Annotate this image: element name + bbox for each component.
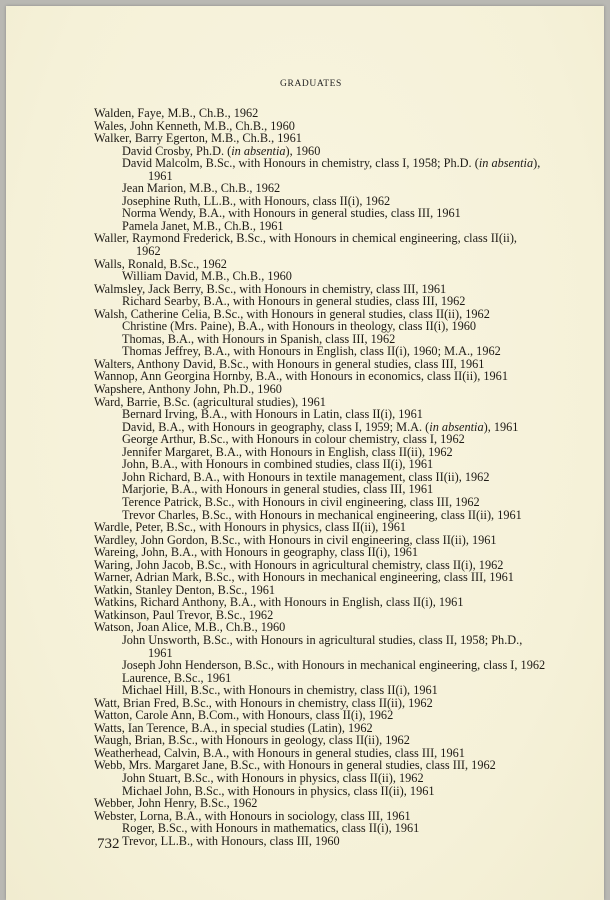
entry-text: David, B.A., with Honours in geography, class I, 1959; M.A. (in absentia), 1961 (122, 419, 519, 434)
entry-text: John Unsworth, B.Sc., with Honours in agricultural studies, class II, 1958; Ph.D., (122, 632, 523, 647)
entry-text: Trevor Charles, B.Sc., with Honours in mechanical engineering, class II(ii), 1961 (122, 507, 522, 522)
entry-text: Thomas Jeffrey, B.A., with Honours in English, class II(i), 1960; M.A., 1962 (122, 344, 501, 359)
page-number: 732 (97, 836, 120, 852)
entry-text: Roger, B.Sc., with Honours in mathematics, class II(i), 1961 (122, 821, 420, 836)
entry-text: Ward, Barrie, B.Sc. (agricultural studies), 1961 (94, 394, 326, 409)
entry-text: Terence Patrick, B.Sc., with Honours in civil engineering, class III, 1962 (122, 494, 480, 509)
sub-entry (94, 835, 564, 848)
entry-text: Trevor, LL.B., with Honours, class III, 1960 (122, 833, 340, 848)
entry-text: Wales, John Kenneth, M.B., Ch.B., 1960 (94, 118, 295, 133)
entry-text: John Stuart, B.Sc., with Honours in physics, class II(ii), 1962 (122, 770, 424, 785)
entry-text: Watts, Ian Terence, B.A., in special studies (Latin), 1962 (94, 720, 373, 735)
sub-entry (94, 157, 564, 182)
entry-text: Watton, Carole Ann, B.Com., with Honours, class II(i), 1962 (94, 708, 394, 723)
entry-text: Richard Searby, B.A., with Honours in general studies, class III, 1962 (122, 294, 466, 309)
entry-text: Michael John, B.Sc., with Honours in physics, class II(ii), 1961 (122, 783, 435, 798)
entry-text: Pamela Janet, M.B., Ch.B., 1961 (122, 218, 284, 233)
entry-text: Wareing, John, B.A., with Honours in geography, class II(i), 1961 (94, 545, 419, 560)
entry-text: Walters, Anthony David, B.Sc., with Honours in general studies, class III, 1961 (94, 356, 485, 371)
entry-text: Watkinson, Paul Trevor, B.Sc., 1962 (94, 607, 274, 622)
entry-text: Waller, Raymond Frederick, B.Sc., with Honours in chemical engineering, class II(ii), (94, 231, 517, 246)
entry-text: Bernard Irving, B.A., with Honours in Latin, class II(i), 1961 (122, 407, 423, 422)
entry-text: Wannop, Ann Georgina Hornby, B.A., with Honours in economics, class II(ii), 1961 (94, 369, 508, 384)
book-page (6, 6, 604, 900)
entry-text: Watson, Joan Alice, M.B., Ch.B., 1960 (94, 620, 286, 635)
entry-text: Webster, Lorna, B.A., with Honours in sociology, class III, 1961 (94, 808, 411, 823)
entry-text: Walsh, Catherine Celia, B.Sc., with Honours in general studies, class II(ii), 1962 (94, 306, 490, 321)
entry-text: John, B.A., with Honours in combined studies, class II(i), 1961 (122, 457, 434, 472)
entry-text: Jean Marion, M.B., Ch.B., 1962 (122, 181, 281, 196)
entry-text: Warner, Adrian Mark, B.Sc., with Honours in mechanical engineering, class III, 1961 (94, 570, 514, 585)
entry-text: Walls, Ronald, B.Sc., 1962 (94, 256, 227, 271)
entry-text: Weatherhead, Calvin, B.A., with Honours in general studies, class III, 1961 (94, 745, 465, 760)
entry-continuation: 1961 (148, 168, 173, 183)
entry-text: Walker, Barry Egerton, M.B., Ch.B., 1961 (94, 131, 302, 146)
entry-continuation: 1961 (148, 645, 173, 660)
entry-text: Michael Hill, B.Sc., with Honours in chemistry, class II(i), 1961 (122, 683, 438, 698)
entry-text: Wapshere, Anthony John, Ph.D., 1960 (94, 382, 282, 397)
entry-text: Waugh, Brian, B.Sc., with Honours in geology, class II(ii), 1962 (94, 733, 410, 748)
entry-text: Josephine Ruth, LL.B., with Honours, class II(i), 1962 (122, 193, 391, 208)
entry-text: Thomas, B.A., with Honours in Spanish, class III, 1962 (122, 331, 396, 346)
entry-continuation: 1962 (136, 244, 161, 259)
entry-text: Waring, John Jacob, B.Sc., with Honours in agricultural chemistry, class II(i), 1962 (94, 557, 504, 572)
entry-text: Wardle, Peter, B.Sc., with Honours in physics, class II(ii), 1961 (94, 520, 407, 535)
running-head: GRADUATES (280, 79, 342, 89)
graduate-entry (94, 232, 564, 257)
entry-text: William David, M.B., Ch.B., 1960 (122, 269, 292, 284)
entry-text: Jennifer Margaret, B.A., with Honours in English, class II(ii), 1962 (122, 444, 453, 459)
entry-text: Norma Wendy, B.A., with Honours in general studies, class III, 1961 (122, 206, 461, 221)
entry-text: David Crosby, Ph.D. (in absentia), 1960 (122, 143, 321, 158)
sub-entry (94, 634, 564, 659)
entry-text: Webb, Mrs. Margaret Jane, B.Sc., with Honours in general studies, class III, 1962 (94, 758, 496, 773)
entry-text: Watt, Brian Fred, B.Sc., with Honours in chemistry, class II(ii), 1962 (94, 695, 433, 710)
entry-text: George Arthur, B.Sc., with Honours in colour chemistry, class I, 1962 (122, 432, 465, 447)
entry-text: Webber, John Henry, B.Sc., 1962 (94, 796, 258, 811)
entry-text: Marjorie, B.A., with Honours in general studies, class III, 1961 (122, 482, 434, 497)
entry-text: Joseph John Henderson, B.Sc., with Honours in mechanical engineering, class I, 1962 (122, 658, 546, 673)
entry-text: Watkin, Stanley Denton, B.Sc., 1961 (94, 582, 276, 597)
entry-text: Christine (Mrs. Paine), B.A., with Honours in theology, class II(i), 1960 (122, 319, 477, 334)
entry-text: Watkins, Richard Anthony, B.A., with Honours in English, class II(i), 1961 (94, 595, 464, 610)
entry-text: Laurence, B.Sc., 1961 (122, 670, 232, 685)
entry-text: Wardley, John Gordon, B.Sc., with Honours in civil engineering, class II(ii), 1961 (94, 532, 497, 547)
entry-text: David Malcolm, B.Sc., with Honours in chemistry, class I, 1958; Ph.D. (in absentia), (122, 156, 541, 171)
graduates-list (94, 107, 564, 847)
entry-text: Walmsley, Jack Berry, B.Sc., with Honours in chemistry, class III, 1961 (94, 281, 447, 296)
entry-text: Walden, Faye, M.B., Ch.B., 1962 (94, 106, 259, 120)
entry-text: John Richard, B.A., with Honours in textile management, class II(ii), 1962 (122, 469, 490, 484)
